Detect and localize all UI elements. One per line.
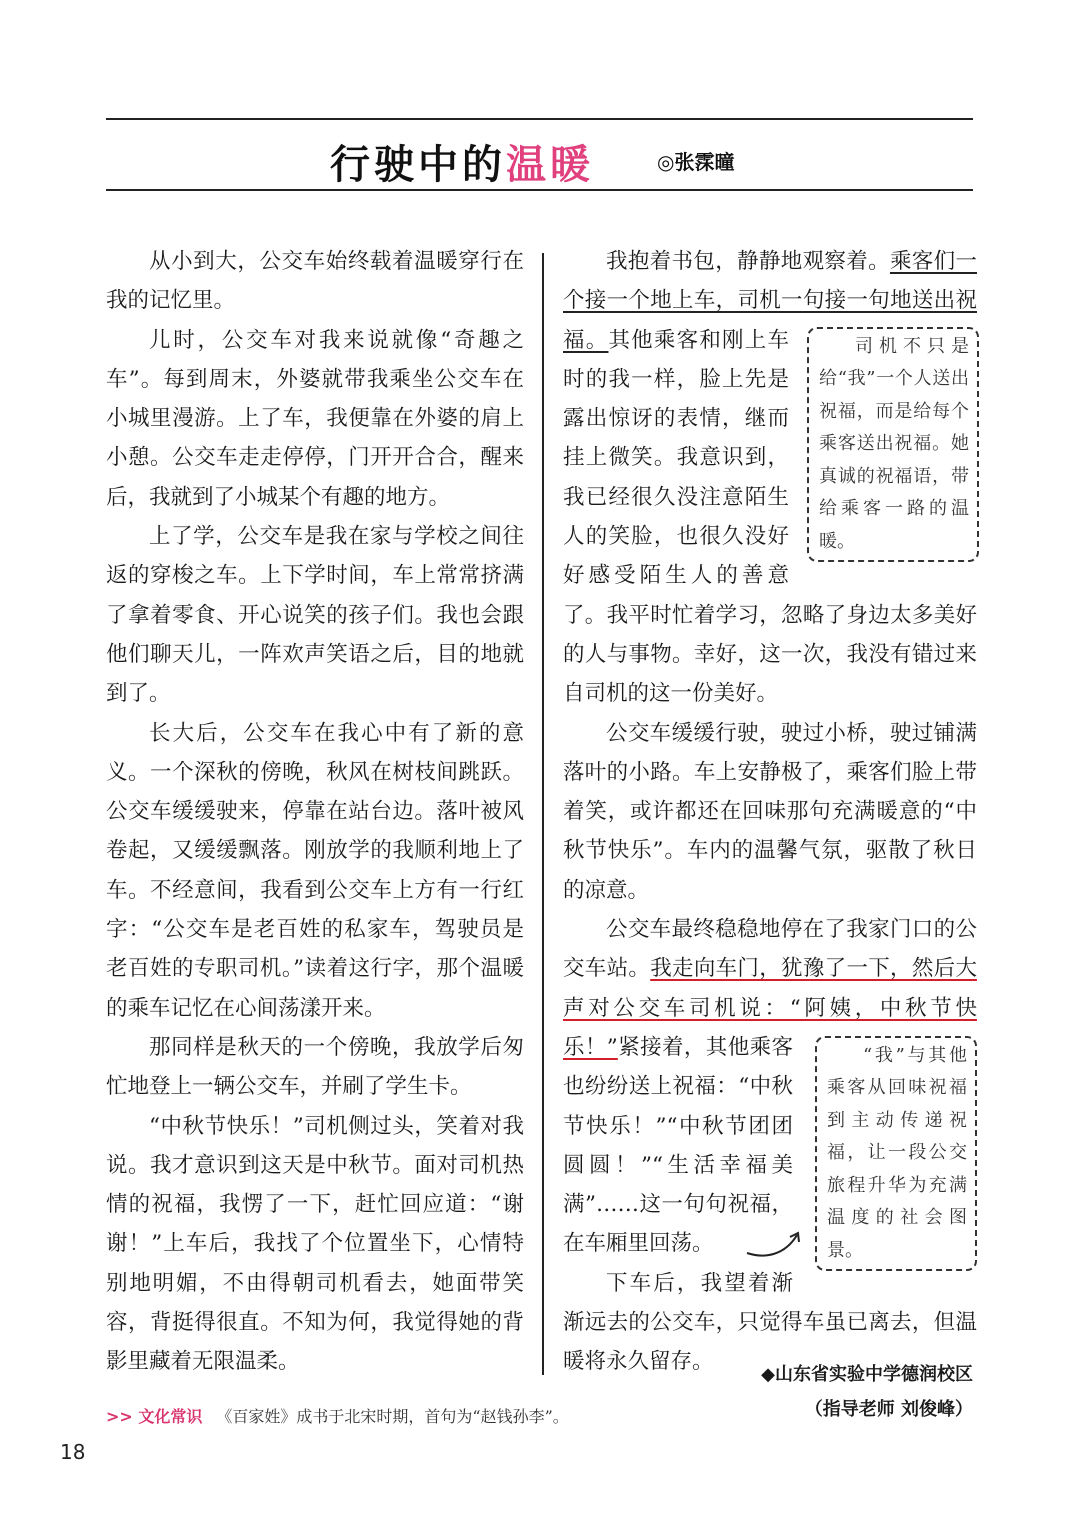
- article-title: [330, 133, 594, 190]
- underlined-sentence: 乘客们一个接一个地上车，司机一句接一句地送出祝福。: [563, 249, 977, 353]
- paragraph: 那同样是秋天的一个傍晚，我放学后匆忙地登上一辆公交车，并刷了学生卡。: [106, 1034, 524, 1100]
- margin-note-box: 司机不只是给“我”一个人送出祝福，而是给每个乘客送出祝福。她真诚的祝福语，带给乘客一路的温暖。: [807, 327, 979, 563]
- annotation-arrow-icon: [745, 1225, 805, 1265]
- red-underlined-sentence: 我走向车门，犹豫了一下，然后大声对公交车司机说：“阿姨，中秋节快乐！”: [563, 956, 977, 1060]
- paragraph-text: 其他乘客和刚上车时的我一样，脸上先是露出惊讶的表情，继而挂上微笑。我意识到，我已经很久没注意陌生人的笑脸，也很久没好好感受陌生人的善意了。我平时忙着学习，忽略了身边太多美好的人与事物。幸好，这一次，我没有错过来自司机的这一份美好。: [563, 327, 977, 707]
- paragraph-text: 公交车最终稳稳地停在了我家门口的公交车站。: [563, 917, 977, 982]
- paragraph-text: 我抱着书包，静静地观察着。: [606, 249, 890, 274]
- paragraph: 下车后，我望着渐渐远去的公交车，只觉得车虽已离去，但温暖将永久留存。: [563, 1270, 977, 1375]
- header-rule-bottom: [106, 189, 973, 191]
- paragraph-text: 紧接着，其他乘客也纷纷送上祝福：“中秋节快乐！”“中秋节团团圆圆！”“生活幸福美满”……这一句句祝福，在车厢里回荡。: [563, 1034, 793, 1257]
- paragraph: [563, 242, 977, 714]
- title-accent-text: 温暖: [506, 141, 594, 188]
- paragraph: 公交车缓缓行驶，驶过小桥，驶过铺满落叶的小路。车上安静极了，乘客们脸上带着笑，或许都还在回味那句充满暖意的“中秋节快乐”。车内的温馨气氛，驱散了秋日的凉意。: [563, 720, 977, 903]
- culture-tip-label: >> 文化常识: [106, 1407, 203, 1426]
- teacher-credit: （指导老师 刘俊峰）: [804, 1399, 973, 1420]
- school-name: ◆山东省实验中学德润校区: [761, 1364, 973, 1385]
- paragraph: 上了学，公交车是我在家与学校之间往返的穿梭之车。上下学时间，车上常常挤满了拿着零食、开心说笑的孩子们。我也会跟他们聊天儿，一阵欢声笑语之后，目的地就到了。: [106, 524, 524, 707]
- header-rule-top: [106, 118, 973, 120]
- margin-note-box: “我”与其他乘客从回味祝福到主动传递祝福，让一段公交旅程升华为充满温度的社会图景。: [815, 1036, 977, 1272]
- author-byline: ◎张霂曈: [657, 150, 735, 174]
- paragraph: 从小到大，公交车始终载着温暖穿行在我的记忆里。: [106, 249, 524, 314]
- culture-tip-text: 《百家姓》成书于北宋时期，首句为“赵钱孙李”。: [216, 1407, 569, 1426]
- title-main-text: 行驶中的: [330, 141, 506, 188]
- right-column: [563, 242, 977, 1382]
- paragraph: “中秋节快乐！”司机侧过头，笑着对我说。我才意识到这天是中秋节。面对司机热情的祝福，我愣了一下，赶忙回应道：“谢谢！”上车后，我找了个位置坐下，心情特别地明媚，不由得朝司机看去，她面带笑容，背挺得很直。不知为何，我觉得她的背影里藏着无限温柔。: [106, 1113, 524, 1375]
- culture-tip: [106, 1404, 569, 1427]
- column-divider: [542, 253, 544, 1375]
- paragraph: 长大后，公交车在我心中有了新的意义。一个深秋的傍晚，秋风在树枝间跳跃。公交车缓缓驶来，停靠在站台边。落叶被风卷起，又缓缓飘落。刚放学的我顺利地上了车。不经意间，我看到公交车上方有一行红字：“公交车是老百姓的私家车，驾驶员是老百姓的专职司机。”读着这行字，那个温暖的乘车记忆在心间荡漾开来。: [106, 720, 524, 1021]
- page-number: 18: [60, 1440, 86, 1464]
- paragraph: 儿时，公交车对我来说就像“奇趣之车”。每到周末，外婆就带我乘坐公交车在小城里漫游。上了车，我便靠在外婆的肩上小憩。公交车走走停停，门开开合合，醒来后，我就到了小城某个有趣的地方。: [106, 327, 524, 510]
- paragraph: [563, 910, 977, 1264]
- title-block: [0, 133, 1080, 188]
- left-column: [106, 242, 524, 1382]
